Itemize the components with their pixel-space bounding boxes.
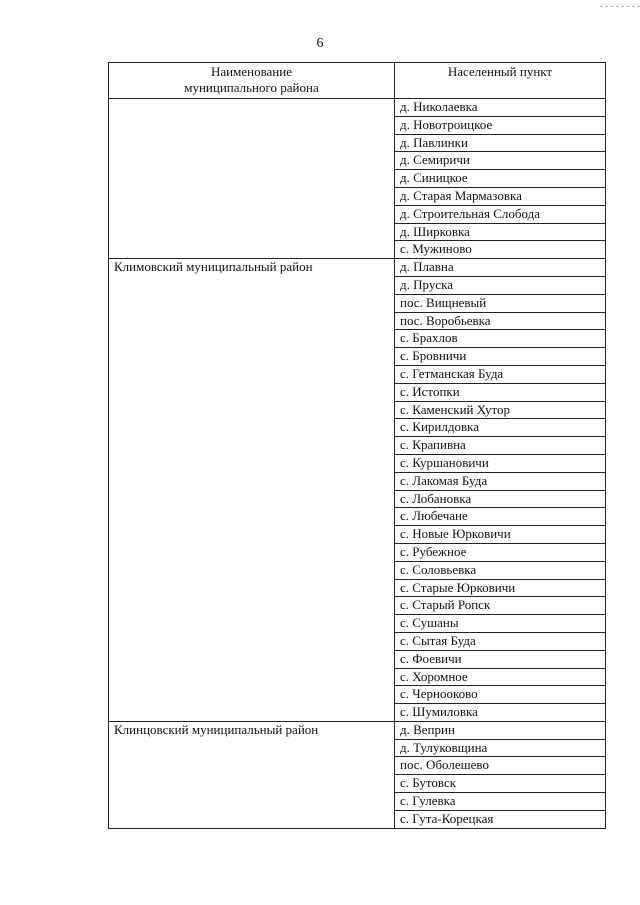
settlement-cell: д. Новотроицкое: [395, 116, 606, 134]
settlement-cell: с. Шумиловка: [395, 704, 606, 722]
settlement-cell: с. Сушаны: [395, 615, 606, 633]
settlement-cell: с. Каменский Хутор: [395, 401, 606, 419]
settlement-cell: с. Кирилдовка: [395, 419, 606, 437]
settlement-cell: с. Гулевка: [395, 793, 606, 811]
header-settlement: Населенный пункт: [395, 63, 606, 99]
settlement-cell: с. Брахлов: [395, 330, 606, 348]
settlement-cell: д. Тулуковщина: [395, 739, 606, 757]
settlement-cell: пос. Оболешево: [395, 757, 606, 775]
settlement-cell: д. Николаевка: [395, 99, 606, 117]
settlement-cell: д. Плавна: [395, 259, 606, 277]
settlement-cell: с. Рубежное: [395, 543, 606, 561]
settlement-cell: д. Ширковка: [395, 223, 606, 241]
scan-edge-mark: [600, 6, 640, 8]
table-row: [109, 99, 606, 117]
settlement-cell: с. Фоевичи: [395, 650, 606, 668]
district-cell: [109, 99, 395, 259]
settlement-cell: с. Любечане: [395, 508, 606, 526]
settlement-cell: д. Павлинки: [395, 134, 606, 152]
settlement-cell: с. Лакомая Буда: [395, 472, 606, 490]
settlement-cell: д. Старая Мармазовка: [395, 187, 606, 205]
settlement-cell: д. Синицкое: [395, 170, 606, 188]
settlement-cell: пос. Вищневый: [395, 294, 606, 312]
settlement-cell: с. Крапивна: [395, 437, 606, 455]
settlement-cell: с. Сытая Буда: [395, 632, 606, 650]
settlement-cell: д. Пруска: [395, 276, 606, 294]
settlement-cell: с. Гута-Корецкая: [395, 810, 606, 828]
settlement-cell: д. Строительная Слобода: [395, 205, 606, 223]
settlement-cell: д. Веприн: [395, 721, 606, 739]
settlement-cell: с. Хоромное: [395, 668, 606, 686]
settlement-cell: с. Чернооково: [395, 686, 606, 704]
settlement-cell: с. Соловьевка: [395, 561, 606, 579]
table-row: [109, 721, 606, 739]
settlement-cell: с. Старые Юрковичи: [395, 579, 606, 597]
header-district-line1: Наименование: [211, 64, 292, 79]
settlement-cell: с. Мужиново: [395, 241, 606, 259]
settlements-table: [108, 62, 606, 829]
district-cell: Климовский муниципальный район: [109, 259, 395, 722]
header-district: [109, 63, 395, 99]
settlement-cell: с. Лобановка: [395, 490, 606, 508]
table-header-row: [109, 63, 606, 99]
table-row: [109, 259, 606, 277]
settlement-cell: с. Истопки: [395, 383, 606, 401]
settlement-cell: с. Старый Ропск: [395, 597, 606, 615]
page-number: 6: [316, 36, 324, 51]
settlement-cell: пос. Воробьевка: [395, 312, 606, 330]
header-district-line2: муниципального района: [184, 80, 319, 95]
settlement-cell: с. Бровничи: [395, 348, 606, 366]
settlement-cell: с. Гетманская Буда: [395, 365, 606, 383]
settlement-cell: с. Куршановичи: [395, 454, 606, 472]
district-cell: Клинцовский муниципальный район: [109, 721, 395, 828]
settlement-cell: с. Новые Юрковичи: [395, 526, 606, 544]
table-body: [109, 99, 606, 829]
settlement-cell: д. Семиричи: [395, 152, 606, 170]
settlement-cell: с. Бутовск: [395, 775, 606, 793]
